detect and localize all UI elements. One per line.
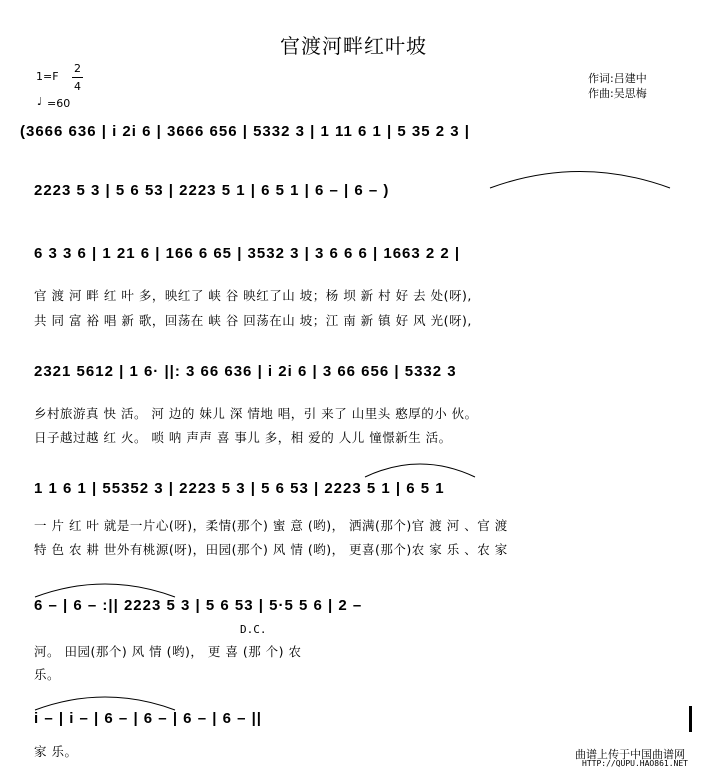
lyric-row-7: 家 乐。 [34,744,78,759]
notation-row-5: 1 1 6 1 | 55352 3 | 2223 5 3 | 5 6 53 | 2223 5 1 | 6 5 1 [34,480,445,497]
lyric-row-3-verse-2: 共 同 富 裕 唱 新 歌，回荡在 峡 谷 回荡在山 坡；江 南 新 镇 好 风 光(呀), [34,313,472,328]
notation-row-6: 6 – | 6 – :|| 2223 5 3 | 5 6 53 | 5·5 5 6 | 2 – [34,597,363,614]
notation-row-3: 6 3 3 6 | 1 21 6 | 166 6 65 | 3532 3 | 3 6 6 6 | 1663 2 2 | [34,245,461,262]
song-title: 官渡河畔红叶坡 [280,34,427,58]
final-barline [689,706,692,732]
time-signature-bottom: 4 [74,80,81,93]
lyric-row-5-verse-1: 一 片 红 叶 就是一片心(呀)，柔情(那个) 蜜 意 (哟)， 洒满(那个)官 渡 河 、官 渡 [34,518,508,533]
da-capo-mark: D.C. [240,623,267,636]
time-signature-top: 2 [74,62,81,75]
lyric-row-4-verse-2: 日子越过越 红 火。 唢 呐 声声 喜 事儿 多，相 爱的 人儿 憧憬新生 活。 [34,430,452,445]
lyric-row-3-verse-1: 官 渡 河 畔 红 叶 多，映红了 峡 谷 映红了山 坡；杨 坝 新 村 好 去 处(呀), [34,288,472,303]
key-signature: 1=F [36,70,59,83]
notation-row-2: 2223 5 3 | 5 6 53 | 2223 5 1 | 6 5 1 | 6 – | 6 – ) [34,182,390,199]
notation-row-1: (3666 636 | i 2i 6 | 3666 656 | 5332 3 | 1 11 6 1 | 5 35 2 3 | [20,123,470,140]
slur-arc [30,688,180,713]
slur-arc [30,575,180,600]
notation-row-7: i – | i – | 6 – | 6 – | 6 – | 6 – || [34,710,262,727]
notation-row-4: 2321 5612 | 1 6· ||: 3 66 636 | i 2i 6 | 3 66 656 | 5332 3 [34,363,457,380]
lyric-row-5-verse-2: 特 色 农 耕 世外有桃源(呀)，田园(那个) 风 情 (哟)， 更喜(那个)农 家 乐 、农 家 [34,542,508,557]
slur-arc [480,160,680,190]
lyric-row-4-verse-1: 乡村旅游真 快 活。 河 边的 妹儿 深 情地 唱，引 来了 山里头 憨厚的小 伙。 [34,406,478,421]
site-url: HTTP://QUPU.HAO861.NET [582,759,688,768]
lyric-row-6-verse-1: 河。 田园(那个) 风 情 (哟)， 更 喜 (那 个) 农 [34,644,302,659]
tempo-marking: =60 [47,97,71,110]
site-watermark: 曲谱上传于中国曲谱网 [575,748,685,761]
slur-arc [360,455,480,480]
lyric-row-6-verse-2: 乐。 [34,667,61,682]
quarter-note-icon: ♩ [37,95,43,108]
lyricist-credit: 作词:吕建中 [588,72,647,85]
composer-credit: 作曲:吴思梅 [588,87,647,100]
